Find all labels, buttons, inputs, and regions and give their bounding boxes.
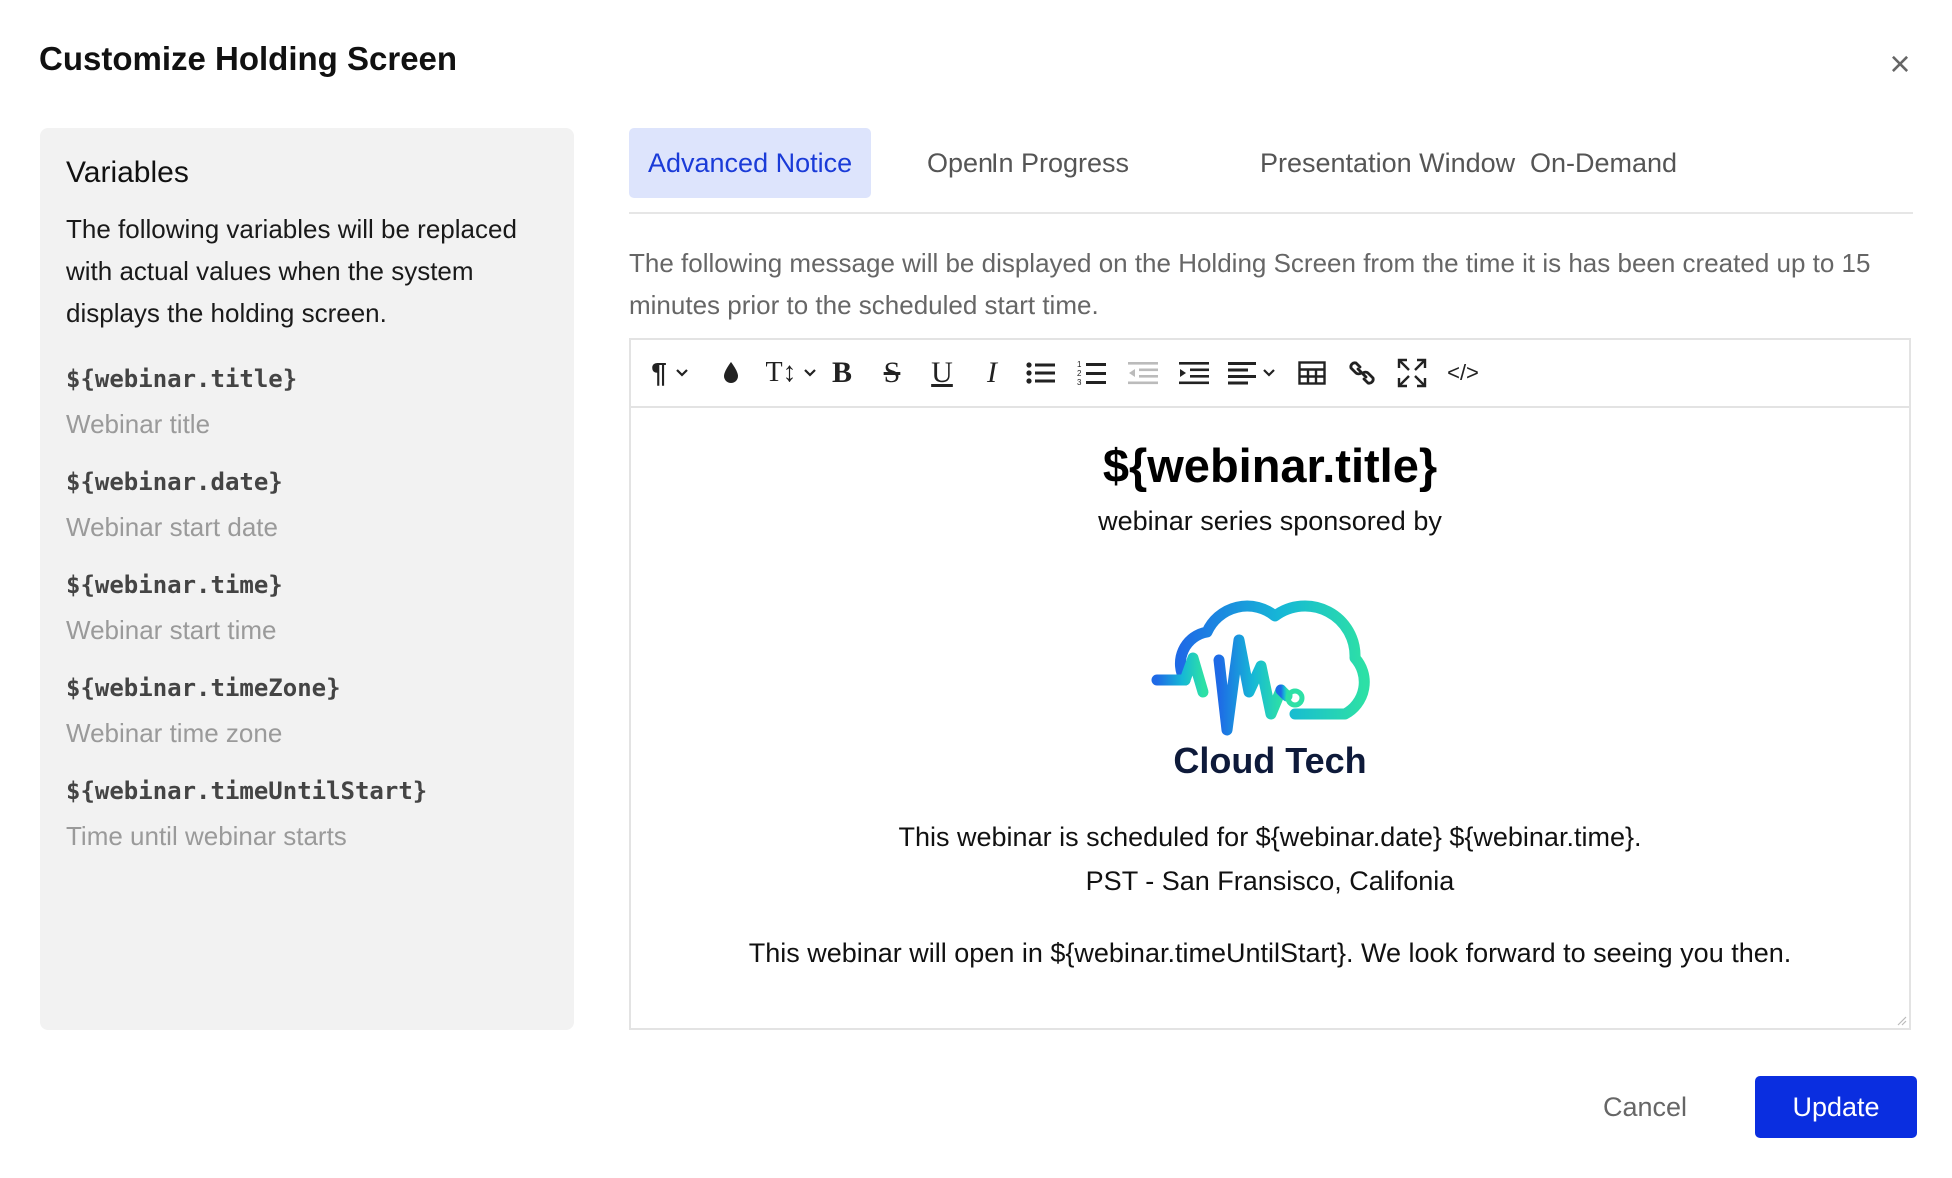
variable-label: Time until webinar starts (66, 821, 347, 851)
variable-code: ${webinar.timeZone} (66, 674, 341, 702)
tab-open[interactable]: Open (927, 148, 994, 178)
font-size-icon[interactable] (761, 352, 821, 394)
variables-description: The following variables will be replaced with actual values when the system displays the holding screen. (66, 214, 517, 328)
variable-label: Webinar start date (66, 512, 278, 542)
strike-glyph: S (883, 356, 901, 389)
close-icon[interactable]: × (1889, 43, 1911, 84)
fullscreen-icon[interactable] (1395, 352, 1429, 394)
variable-code: ${webinar.timeUntilStart} (66, 777, 428, 805)
tab-on-demand[interactable]: On-Demand (1530, 148, 1678, 178)
notice-text: The following message will be displayed on the Holding Screen from the time it is has been created up to 15 minutes prior to the scheduled start time. (629, 248, 1871, 320)
bold-icon[interactable] (827, 352, 857, 394)
rich-text-editor (629, 338, 1911, 1030)
text-color-icon[interactable] (715, 352, 747, 394)
content-schedule-line: This webinar is scheduled for ${webinar.date} ${webinar.time}. (898, 822, 1642, 852)
update-button[interactable]: Update (1755, 1076, 1917, 1138)
content-title: ${webinar.title} (1102, 439, 1438, 492)
editor-toolbar (631, 340, 1909, 408)
align-icon[interactable] (1225, 352, 1279, 394)
variable-code: ${webinar.time} (66, 571, 283, 599)
code-view-icon[interactable] (1443, 352, 1483, 394)
indent-icon[interactable] (1176, 352, 1212, 394)
tab-advanced-notice[interactable]: Advanced Notice (629, 128, 871, 198)
svg-text:1: 1 (1077, 360, 1082, 369)
variable-label: Webinar time zone (66, 718, 283, 748)
paragraph-format-icon[interactable] (645, 352, 695, 394)
holding-screen-tabs (629, 128, 1913, 214)
variable-code: ${webinar.date} (66, 468, 283, 496)
variable-label: Webinar title (66, 409, 211, 439)
font-size-glyph: T↕ (765, 357, 797, 388)
content-open-line: This webinar will open in ${webinar.timeUntilStart}. We look forward to seeing you then. (748, 938, 1792, 968)
cancel-button[interactable]: Cancel (1602, 1092, 1688, 1122)
variables-panel (40, 128, 574, 1030)
tab-presentation-window[interactable]: Presentation Window (1260, 148, 1516, 178)
variables-heading: Variables (66, 156, 189, 189)
link-icon[interactable] (1345, 352, 1379, 394)
bulleted-list-icon[interactable] (1023, 352, 1059, 394)
underline-icon[interactable] (927, 352, 957, 394)
italic-glyph: I (987, 356, 997, 389)
variable-code: ${webinar.title} (66, 365, 298, 393)
paragraph-glyph: ¶ (651, 357, 667, 388)
table-icon[interactable] (1295, 352, 1329, 394)
code-view-glyph: </> (1447, 360, 1479, 385)
strikethrough-icon[interactable] (877, 352, 907, 394)
chevron-down-icon (675, 368, 689, 378)
chevron-down-icon (803, 368, 817, 378)
svg-text:2: 2 (1077, 369, 1082, 378)
svg-text:3: 3 (1077, 378, 1082, 387)
logo-text: Cloud Tech (1173, 740, 1367, 781)
italic-icon[interactable] (977, 352, 1007, 394)
editor-content[interactable] (631, 408, 1909, 1028)
tab-in-progress[interactable]: In Progress (991, 148, 1130, 178)
variables-list (66, 362, 427, 877)
bold-glyph: B (831, 356, 852, 389)
chevron-down-icon (1262, 368, 1276, 378)
variable-label: Webinar start time (66, 615, 277, 645)
dialog-title: Customize Holding Screen (39, 40, 458, 77)
underline-glyph: U (931, 356, 953, 389)
numbered-list-icon[interactable] (1074, 352, 1110, 394)
outdent-icon[interactable] (1125, 352, 1161, 394)
resize-handle-icon[interactable] (1897, 1016, 1907, 1026)
content-timezone-line: PST - San Fransisco, Califonia (1085, 866, 1455, 896)
content-subtitle: webinar series sponsored by (1098, 506, 1442, 536)
